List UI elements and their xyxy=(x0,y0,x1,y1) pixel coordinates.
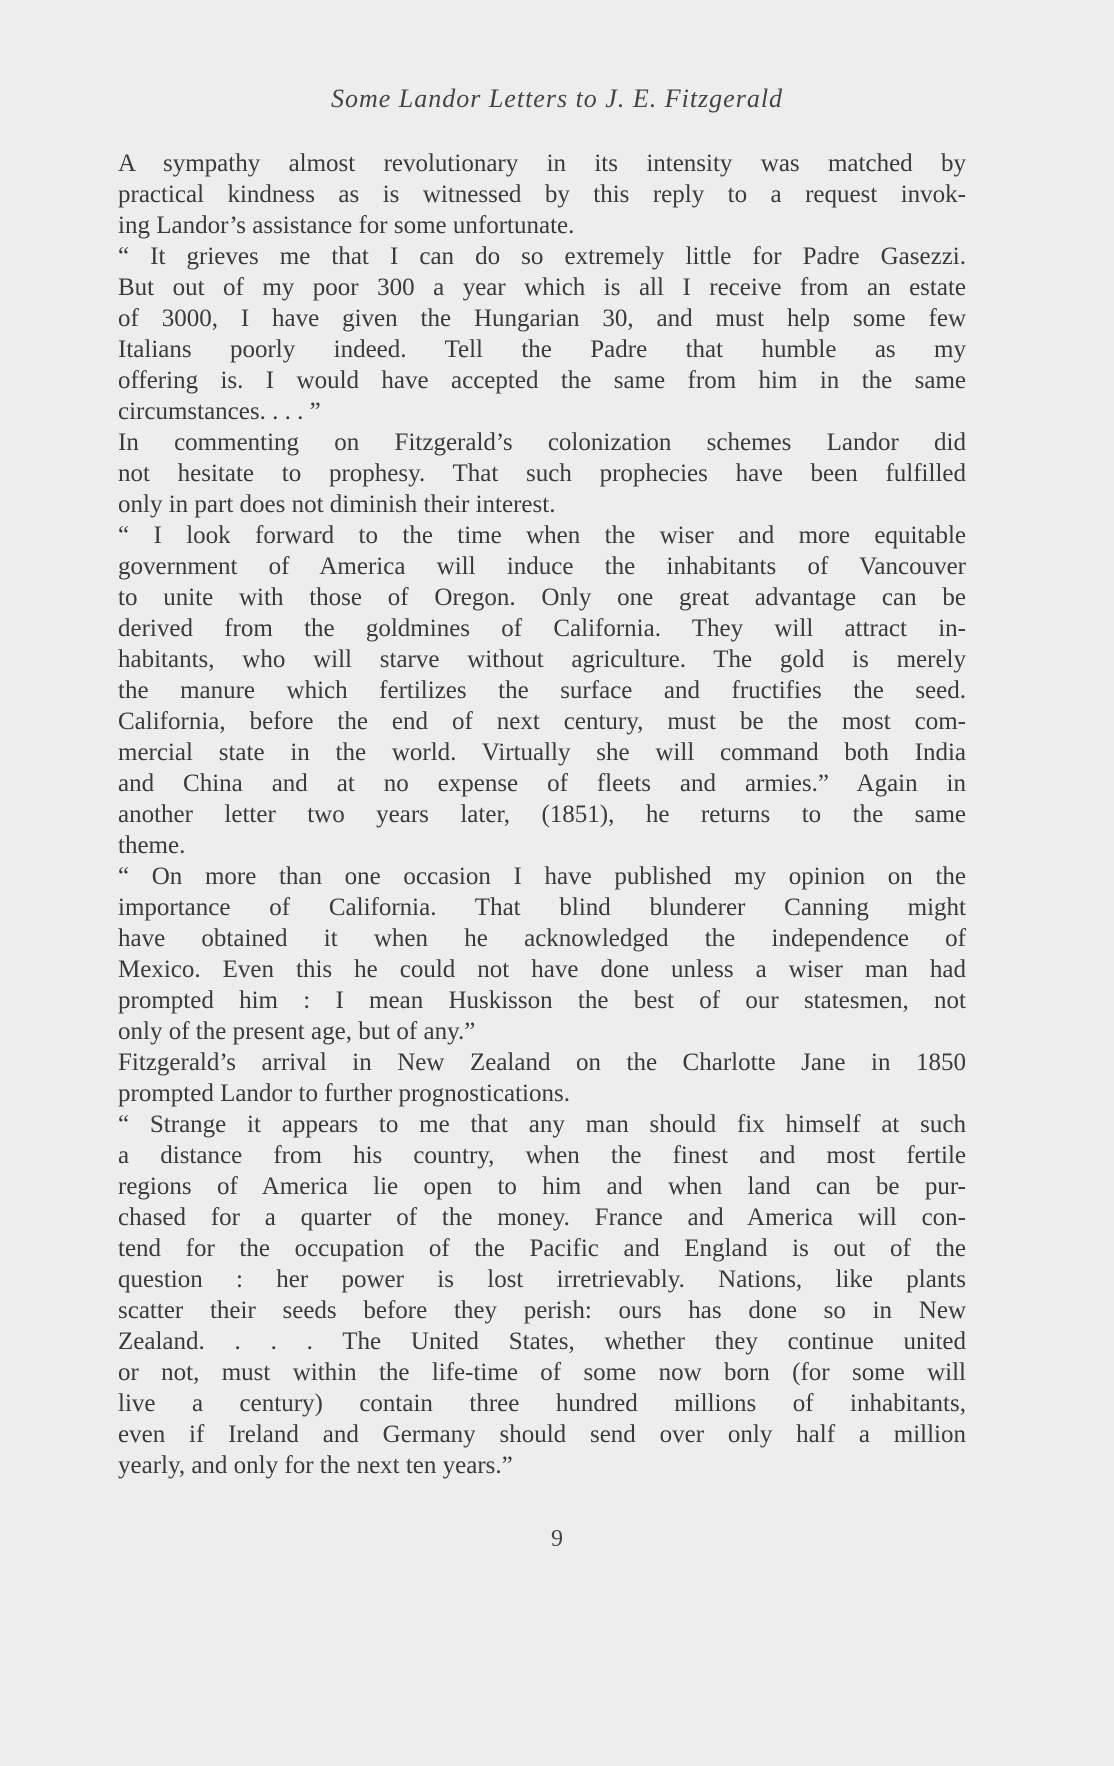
text-line: to unite with those of Oregon. Only one great advantage can be xyxy=(118,584,966,611)
text-line: “ On more than one occasion I have published my opinion on the xyxy=(118,863,966,890)
text-line: importance of California. That blind blunderer Canning might xyxy=(118,894,966,921)
text-line: and China and at no expense of fleets and armies.” Again in xyxy=(118,770,966,797)
text-line: regions of America lie open to him and when land can be pur- xyxy=(118,1173,966,1200)
text-line: a distance from his country, when the finest and most fertile xyxy=(118,1142,966,1169)
text-line: question : her power is lost irretrievably. Nations, like plants xyxy=(118,1266,966,1293)
page-number: 9 xyxy=(551,1526,563,1552)
text-line: have obtained it when he acknowledged the independence of xyxy=(118,925,966,952)
text-line: “ Strange it appears to me that any man should fix himself at such xyxy=(118,1111,966,1138)
text-line: A sympathy almost revolutionary in its intensity was matched by xyxy=(118,150,966,177)
text-line: Italians poorly indeed. Tell the Padre that humble as my xyxy=(118,336,966,363)
text-line: of 3000, I have given the Hungarian 30, and must help some few xyxy=(118,305,966,332)
text-line: circumstances. . . . ” xyxy=(118,398,321,425)
text-line: yearly, and only for the next ten years.” xyxy=(118,1452,513,1479)
text-line: only of the present age, but of any.” xyxy=(118,1018,476,1045)
text-line: practical kindness as is witnessed by this reply to a request invok- xyxy=(118,181,966,208)
text-line: only in part does not diminish their interest. xyxy=(118,491,556,518)
text-line: mercial state in the world. Virtually she will command both India xyxy=(118,739,966,766)
text-line: tend for the occupation of the Pacific and England is out of the xyxy=(118,1235,966,1262)
text-line: offering is. I would have accepted the same from him in the same xyxy=(118,367,966,394)
text-line: ing Landor’s assistance for some unfortunate. xyxy=(118,212,575,239)
text-line: live a century) contain three hundred millions of inhabitants, xyxy=(118,1390,966,1417)
text-line: the manure which fertilizes the surface and fructifies the seed. xyxy=(118,677,966,704)
text-line: another letter two years later, (1851), he returns to the same xyxy=(118,801,966,828)
text-line: Fitzgerald’s arrival in New Zealand on the Charlotte Jane in 1850 xyxy=(118,1049,966,1076)
text-line: or not, must within the life-time of some now born (for some will xyxy=(118,1359,966,1386)
text-line: In commenting on Fitzgerald’s colonization schemes Landor did xyxy=(118,429,966,456)
text-line: prompted Landor to further prognostications. xyxy=(118,1080,570,1107)
text-line: Zealand. . . . The United States, whether they continue united xyxy=(118,1328,966,1355)
text-line: derived from the goldmines of California. They will attract in- xyxy=(118,615,966,642)
text-line: prompted him : I mean Huskisson the best of our statesmen, not xyxy=(118,987,966,1014)
running-head-title: Some Landor Letters to J. E. Fitzgerald xyxy=(330,84,784,113)
text-line: “ I look forward to the time when the wiser and more equitable xyxy=(118,522,966,549)
text-line: even if Ireland and Germany should send over only half a million xyxy=(118,1421,966,1448)
text-line: Mexico. Even this he could not have done unless a wiser man had xyxy=(118,956,966,983)
text-line: California, before the end of next century, must be the most com- xyxy=(118,708,966,735)
text-line: not hesitate to prophesy. That such prophecies have been fulfilled xyxy=(118,460,966,487)
text-line: habitants, who will starve without agriculture. The gold is merely xyxy=(118,646,966,673)
text-line: “ It grieves me that I can do so extremely little for Padre Gasezzi. xyxy=(118,243,966,270)
text-line: But out of my poor 300 a year which is all I receive from an estate xyxy=(118,274,966,301)
text-line: scatter their seeds before they perish: ours has done so in New xyxy=(118,1297,966,1324)
text-line: theme. xyxy=(118,832,186,859)
text-line: chased for a quarter of the money. France and America will con- xyxy=(118,1204,966,1231)
body-text xyxy=(118,148,966,1481)
text-line: government of America will induce the inhabitants of Vancouver xyxy=(118,553,966,580)
